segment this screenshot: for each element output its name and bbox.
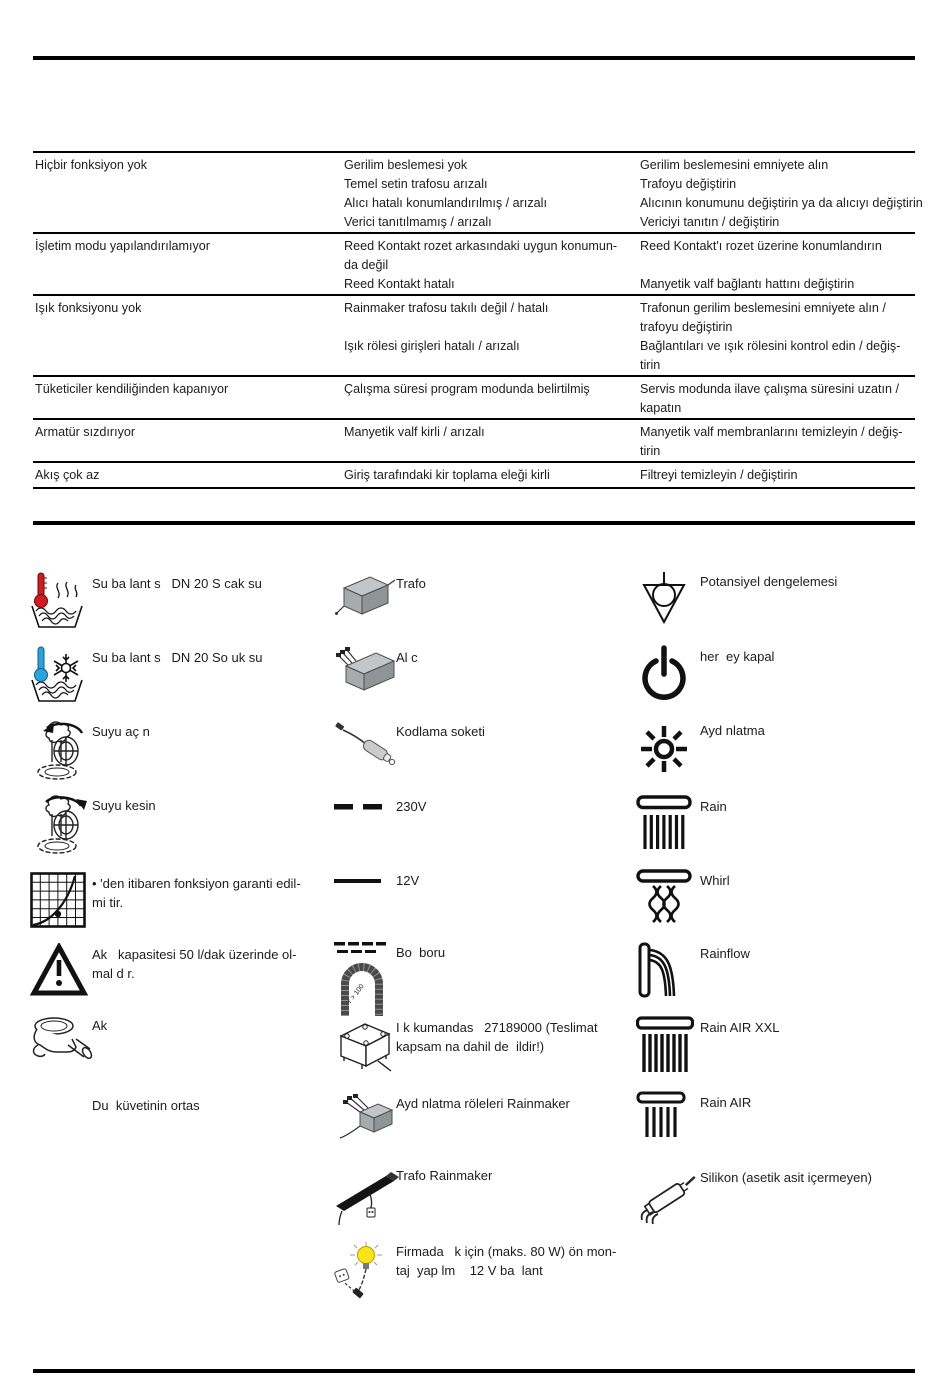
fault-cell (33, 466, 342, 487)
legend-label: taj yap lm 12 V ba lant (396, 1263, 543, 1278)
cause-text (344, 318, 638, 337)
legend-item (30, 1094, 334, 1115)
rainflow-spray-icon (636, 942, 700, 1000)
legend-label: Su ba lant s DN 20 So uk su (92, 650, 263, 665)
legend-label: Ak kapasitesi 50 l/dak üzerinde ol- (92, 947, 297, 962)
fault-cell (33, 423, 342, 461)
rain-spray-icon (636, 795, 700, 853)
conduit-bend-icon (334, 956, 390, 1018)
legend-item (636, 645, 948, 701)
fault-text: Işık fonksiyonu yok (35, 301, 142, 315)
fault-text: İşletim modu yapılandırılamıyor (35, 239, 210, 253)
legend-item (334, 1164, 636, 1226)
cold-water-thermometer-icon (30, 646, 92, 706)
rain-air-spray-icon (636, 1091, 700, 1141)
receiver-icon (334, 646, 396, 698)
remedy-cell (638, 380, 915, 418)
fault-cell (33, 156, 342, 232)
legend-item (636, 942, 948, 1000)
remedy-text: tirin (640, 444, 661, 458)
silicone-cartridge-icon (636, 1166, 700, 1226)
legend-label: Suyu aç n (92, 724, 150, 739)
remedy-text: Alıcının konumunu değiştirin ya da alıcıyı değiştirin (640, 196, 923, 210)
legend-label: Potansiyel dengelemesi (700, 574, 838, 589)
legend-item (30, 943, 334, 997)
remedy-text (640, 256, 915, 275)
warning-triangle-icon (30, 943, 92, 997)
legend-item (30, 794, 334, 856)
solid-cable-icon (334, 869, 396, 885)
remedy-text: Filtreyi temizleyin / değiştirin (640, 468, 798, 482)
legend-label: Rain AIR XXL (700, 1020, 780, 1035)
whirl-spray-icon (636, 869, 700, 925)
rain-air-xxl-spray-icon (636, 1016, 700, 1074)
light-control-box-icon (334, 1016, 396, 1076)
legend-label: kapsam na dahil de ildir!) (396, 1039, 545, 1054)
fault-cell (33, 380, 342, 418)
legend-label: • 'den itibaren fonksiyon garanti edil- (92, 876, 301, 891)
legend-item (334, 572, 636, 624)
legend-label: Firmada k için (maks. 80 W) ön mon- (396, 1244, 617, 1259)
legend-item (334, 1092, 636, 1144)
legend-label: Rain (700, 799, 727, 814)
cause-text: Temel setin trafosu arızalı (344, 177, 488, 191)
cause-text: Reed Kontakt rozet arkasındaki uygun konumun- (344, 239, 618, 253)
remedy-text: Bağlantıları ve ışık rölesini kontrol edin / değiş- (640, 339, 901, 353)
dashed-cable-icon (334, 795, 396, 812)
remedy-text: Servis modunda ilave çalışma süresini uzatın / (640, 382, 899, 396)
remedy-cell (638, 466, 915, 487)
legend-label: Bo boru (396, 945, 446, 960)
page-top-rule (33, 56, 915, 60)
legend-label: Kodlama soketi (396, 724, 485, 739)
cause-cell (342, 156, 638, 232)
fault-cell (33, 299, 342, 375)
legend-label: Suyu kesin (92, 798, 156, 813)
cause-text: Işık rölesi girişleri hatalı / arızalı (344, 339, 520, 353)
empty-conduit-icon (334, 941, 396, 1018)
remedy-text: Trafonun gerilim beslemesini emniyete alın / (640, 301, 886, 315)
legend-item (636, 1166, 948, 1226)
legend-item (636, 869, 948, 925)
legend-item (30, 720, 334, 782)
lighting-sun-icon (636, 719, 700, 777)
legend-item (30, 872, 334, 928)
cause-cell (342, 237, 638, 294)
cause-cell (342, 423, 638, 461)
cause-text: Verici tanıtılmamış / arızalı (344, 215, 492, 229)
legend-label: Silikon (asetik asit içermeyen) (700, 1170, 872, 1185)
cause-cell (342, 299, 638, 375)
remedy-cell (638, 156, 923, 232)
table-row (33, 234, 915, 296)
legend-label: Trafo (396, 576, 426, 591)
open-water-valve-icon (30, 720, 92, 782)
remedy-text: Vericiyi tanıtın / değiştirin (640, 215, 780, 229)
troubleshooting-table (33, 151, 923, 489)
legend-item (30, 572, 334, 632)
remedy-text: Reed Kontakt'ı rozet üzerine konumlandırın (640, 239, 882, 253)
legend-label: Rain AIR (700, 1095, 752, 1110)
rainmaker-transformer-icon (334, 1164, 396, 1226)
legend-label: mi tir. (92, 895, 124, 910)
legend-label: her ey kapal (700, 649, 775, 664)
legend-label: Su ba lant s DN 20 S cak su (92, 576, 262, 591)
cause-text: Reed Kontakt hatalı (344, 277, 455, 291)
power-off-icon (636, 645, 700, 701)
legend-label: 230V (396, 799, 427, 814)
remedy-cell (638, 299, 915, 375)
legend-label: I k kumandas 27189000 (Teslimat (396, 1020, 598, 1035)
close-water-valve-icon (30, 794, 92, 856)
legend-item (636, 1091, 948, 1141)
cause-text: Çalışma süresi program modunda belirtilmiş (344, 382, 590, 396)
prewired-light-icon (334, 1240, 396, 1308)
remedy-text: trafoyu değiştirin (640, 320, 733, 334)
legend-item (334, 646, 636, 698)
cause-text: Giriş tarafındaki kir toplama eleği kirli (344, 468, 550, 482)
fault-text: Akış çok az (35, 468, 100, 482)
remedy-cell (638, 423, 915, 461)
table-row (33, 151, 923, 234)
cause-text: Gerilim beslemesi yok (344, 158, 468, 172)
legend-item (636, 570, 948, 628)
table-row (33, 377, 915, 420)
legend-label: Ayd nlatma (700, 723, 765, 738)
legend-item (334, 1016, 636, 1076)
page-bottom-rule (33, 1369, 915, 1373)
remedy-text: Manyetik valf bağlantı hattını değiştirin (640, 277, 855, 291)
flow-pressure-graph-icon (30, 872, 92, 928)
legend-label: Al c (396, 650, 418, 665)
legend-label: Ayd nlatma röleleri Rainmaker (396, 1096, 570, 1111)
cause-text: Rainmaker trafosu takılı değil / hatalı (344, 301, 549, 315)
legend-label: Whirl (700, 873, 730, 888)
remedy-text: kapatın (640, 401, 682, 415)
hot-water-thermometer-icon (30, 572, 92, 632)
legend-label: mal d r. (92, 966, 135, 981)
remedy-cell (638, 237, 915, 294)
cause-text: Manyetik valf kirli / arızalı (344, 425, 485, 439)
legend-item (636, 795, 948, 853)
legend-item (334, 1240, 636, 1308)
drain-trap-icon (30, 1014, 92, 1074)
fault-text: Armatür sızdırıyor (35, 425, 136, 439)
legend-label: Du küvetinin ortas (92, 1098, 200, 1113)
remedy-text: Trafoyu değiştirin (640, 177, 737, 191)
section-divider-rule (33, 521, 915, 525)
legend-item (636, 1016, 948, 1074)
table-row (33, 420, 915, 463)
legend-label: Trafo Rainmaker (396, 1168, 493, 1183)
table-row (33, 463, 915, 489)
legend-item (334, 869, 636, 890)
legend-item (334, 720, 636, 766)
legend-item (334, 795, 636, 816)
remedy-text: Manyetik valf membranlarını temizleyin / değiş- (640, 425, 903, 439)
legend-item (30, 1014, 334, 1074)
fault-text: Hiçbir fonksiyon yok (35, 158, 147, 172)
lighting-relay-icon (334, 1092, 396, 1144)
legend-label: Ak (92, 1018, 108, 1033)
potential-equalization-icon (636, 570, 700, 628)
legend-label: 12V (396, 873, 420, 888)
legend-label: Rainflow (700, 946, 750, 961)
legend-item (30, 646, 334, 706)
fault-cell (33, 237, 342, 294)
legend-item (334, 941, 636, 1018)
cause-cell (342, 380, 638, 418)
table-row (33, 296, 915, 377)
bend-radius-note: r > 100 (346, 983, 366, 1005)
cause-text: da değil (344, 258, 389, 272)
legend-item (636, 719, 948, 777)
coding-socket-icon (334, 720, 396, 766)
transformer-icon (334, 572, 396, 624)
remedy-text: Gerilim beslemesini emniyete alın (640, 158, 829, 172)
cause-cell (342, 466, 638, 487)
remedy-text: tirin (640, 358, 661, 372)
cause-text: Alıcı hatalı konumlandırılmış / arızalı (344, 196, 547, 210)
fault-text: Tüketiciler kendiliğinden kapanıyor (35, 382, 229, 396)
